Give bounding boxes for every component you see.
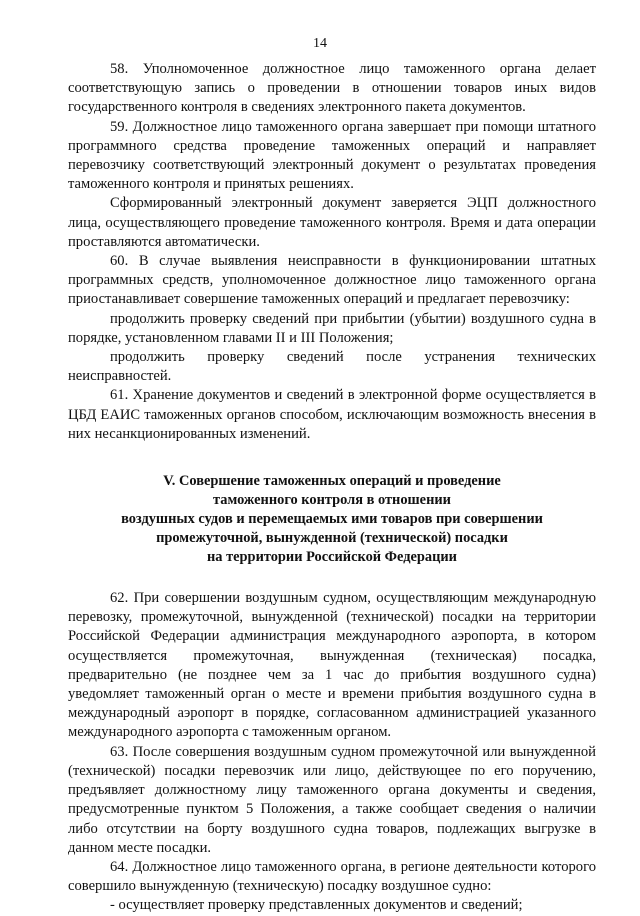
paragraph-59: 59. Должностное лицо таможенного органа завершает при помощи штатного программного средства проведение таможенных операций и направляет перевозчику соответствующий электронный документ о результатах проведения таможенного контроля и принятых решениях. <box>68 118 596 193</box>
section-heading-line: таможенного контроля в отношении <box>213 492 451 509</box>
section-heading-line: промежуточной, вынужденной (технической) посадки <box>156 530 508 547</box>
document-body <box>68 60 596 916</box>
paragraph-64-item: - осуществляет проверку представленных документов и сведений; <box>110 897 523 914</box>
page-number: 14 <box>313 36 327 51</box>
paragraph-62: 62. При совершении воздушным судном, осуществляющим международную перевозку, промежуточной, вынужденной (технической) посадки на территории Российской Федерации администрация международного аэропорта, в котором осуществляется промежуточная, вынужденная (техническая) посадка, предварительно (не позднее чем за 1 час до прибытия воздушного судна) уведомляет таможенный орган о месте и времени прибытия воздушного судна в международный аэропорт в порядке, согласованном администрацией указанного международного аэропорта с таможенным органом. <box>68 590 596 741</box>
paragraph-64: 64. Должностное лицо таможенного органа, в регионе деятельности которого совершило вынужденную (техническую) посадку воздушное судно: <box>68 858 596 895</box>
paragraph-61: 61. Хранение документов и сведений в электронной форме осуществляется в ЦБД ЕАИС таможенных органов способом, исключающим возможность внесения в них несанкционированных изменений. <box>68 387 596 442</box>
section-heading-line: на территории Российской Федерации <box>207 549 457 566</box>
paragraph-63: 63. После совершения воздушным судном промежуточной или вынужденной (технической) посадки перевозчик или лицо, действующее по его поручению, предъявляет должностному лицу таможенного органа документы и сведения, предусмотренные пунктом 5 Положения, а также сообщает сведения о наличии либо отсутствии на борту воздушного судна товаров, подлежащих выгрузке в данном месте посадки. <box>68 743 596 856</box>
paragraph-58: 58. Уполномоченное должностное лицо таможенного органа делает соответствующую запись о проведении в отношении товаров иных видов государственного контроля в сведениях электронного пакета документов. <box>68 61 596 116</box>
paragraph-60-option-2: продолжить проверку сведений после устранения технических неисправностей. <box>68 349 596 385</box>
section-heading-line: V. Совершение таможенных операций и проведение <box>163 473 501 490</box>
paragraph-59-continued: Сформированный электронный документ заверяется ЭЦП должностного лица, осуществляющего проведение таможенного контроля. Время и дата операции проставляются автоматически. <box>68 195 596 250</box>
paragraph-60: 60. В случае выявления неисправности в функционировании штатных программных средств, уполномоченное должностное лицо таможенного органа приостанавливает совершение таможенных операций и предлагает перевозчику: <box>68 253 596 308</box>
paragraph-60-option-1: продолжить проверку сведений при прибытии (убытии) воздушного судна в порядке, установленном главами II и III Положения; <box>68 310 596 346</box>
section-heading-line: воздушных судов и перемещаемых ими товаров при совершении <box>121 511 543 528</box>
section-heading <box>68 472 596 567</box>
